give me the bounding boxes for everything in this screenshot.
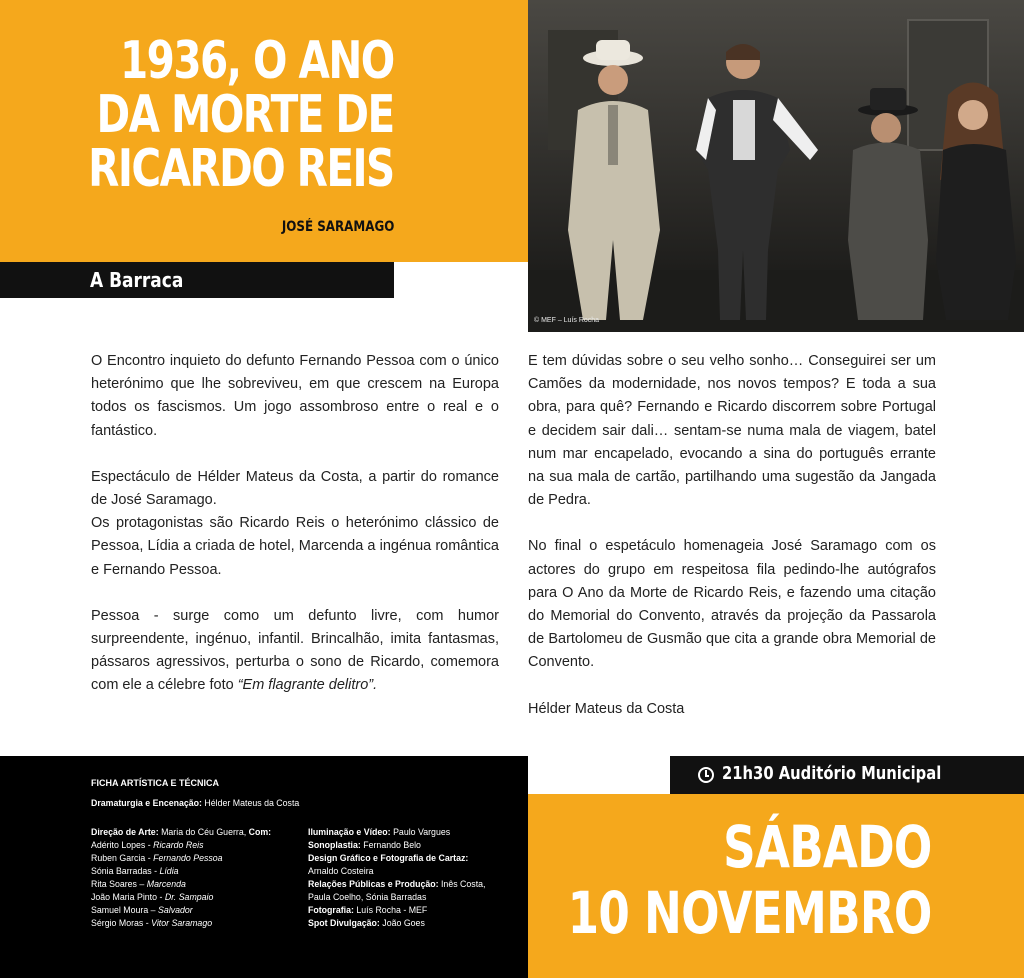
clock-icon xyxy=(698,767,714,783)
paragraph: Os protagonistas são Ricardo Reis o heterónimo clássico de Pessoa, Lídia a criada de hotel, Marcenda a ingénua romântica e Fernando Pessoa. xyxy=(91,515,499,578)
credit-line: Dramaturgia e Encenação: Hélder Mateus da Costa xyxy=(91,798,300,808)
page-title xyxy=(88,31,394,199)
cast-line: João Maria Pinto - Dr. Sampaio xyxy=(91,892,214,902)
stage-photo-illustration xyxy=(528,0,1024,332)
signature-text: Hélder Mateus da Costa xyxy=(528,700,685,717)
photo-credit: © MEF – Luís Rocha xyxy=(534,317,600,324)
credits-panel xyxy=(0,756,528,978)
time-venue-text: 21h30 Auditório Municipal xyxy=(722,763,942,784)
time-venue-bar xyxy=(670,756,1024,794)
event-day: SÁBADO xyxy=(723,813,932,881)
cast-line: Ruben Garcia - Fernando Pessoa xyxy=(91,853,223,863)
cast-line: Samuel Moura – Salvador xyxy=(91,905,193,915)
tech-line: Spot Divulgação: João Goes xyxy=(308,918,425,928)
company-bar xyxy=(0,262,394,298)
body-column-right xyxy=(528,350,936,744)
event-date xyxy=(568,814,932,946)
tech-line: Design Gráfico e Fotografia de Cartaz: xyxy=(308,853,469,863)
date-block xyxy=(528,794,1024,978)
tech-line: Fotografia: Luís Rocha - MEF xyxy=(308,905,428,915)
credit-line: Direção de Arte: Maria do Céu Guerra, Com: xyxy=(91,827,272,837)
paragraph-text: Pessoa - surge como um defunto livre, com humor surpreendente, ingénuo, infantil. Brincalhão, imita fantasmas, pássaros agressivos, perturba o sono de Ricardo, comemora com ele a célebre foto xyxy=(91,607,499,694)
tech-line: Sonoplastia: Fernando Belo xyxy=(308,840,421,850)
paragraph: E tem dúvidas sobre o seu velho sonho… Conseguirei ser um Camões da modernidade, nos novos tempos? E toda a sua obra, para quê? Fernando e Ricardo discorrem sobre Portugal e decidem sair dali… sentam-se numa mala de viagem, batel num mar encapelado, evocando a sina do português errante na sua mala de cartão, partilhando uma sugestão da Jangada de Pedra. xyxy=(528,353,936,509)
tech-line: Arnaldo Costeira xyxy=(308,866,374,876)
body-column-left xyxy=(91,350,499,721)
stage-photo xyxy=(528,0,1024,332)
event-date-line: 10 NOVEMBRO xyxy=(568,879,932,947)
title-line-1: 1936, O ANO xyxy=(120,31,394,91)
author-name: JOSÉ SARAMAGO xyxy=(281,219,394,235)
cast-line: Sónia Barradas - Lídia xyxy=(91,866,179,876)
paragraph: Espectáculo de Hélder Mateus da Costa, a partir do romance de José Saramago. xyxy=(91,468,499,509)
tech-line: Paula Coelho, Sónia Barradas xyxy=(308,892,427,902)
paragraph: O Encontro inquieto do defunto Fernando Pessoa com o único heterónimo que lhe sobreviveu, em que crescem na Europa todos os fascismos. Um jogo assombroso entre o real e o fantástico. xyxy=(91,353,499,439)
company-name: A Barraca xyxy=(90,268,184,292)
paragraph: No final o espetáculo homenageia José Saramago com os actores do grupo em respeitosa fila pedindo-lhe autógrafos para O Ano da Morte de Ricardo Reis, e fazendo uma citação do Memorial do Convento, através da projeção da Passarola de Bartolomeu de Gusmão que cita a grande obra Memorial de Convento. xyxy=(528,538,936,671)
cast-line: Adérito Lopes - Ricardo Reis xyxy=(91,840,204,850)
title-block xyxy=(0,0,528,262)
cast-line: Sérgio Moras - Vitor Saramago xyxy=(91,918,213,928)
title-line-3: RICARDO REIS xyxy=(88,139,394,199)
tech-line: Iluminação e Vídeo: Paulo Vargues xyxy=(308,827,451,837)
tech-line: Relações Públicas e Produção: Inês Costa, xyxy=(308,879,486,889)
title-line-2: DA MORTE DE xyxy=(96,85,394,145)
cast-line: Rita Soares – Marcenda xyxy=(91,879,186,889)
credits-heading: FICHA ARTÍSTICA E TÉCNICA xyxy=(91,778,219,788)
quote-text: “Em flagrante delitro”. xyxy=(237,677,378,694)
paragraph-with-quote xyxy=(91,605,499,698)
